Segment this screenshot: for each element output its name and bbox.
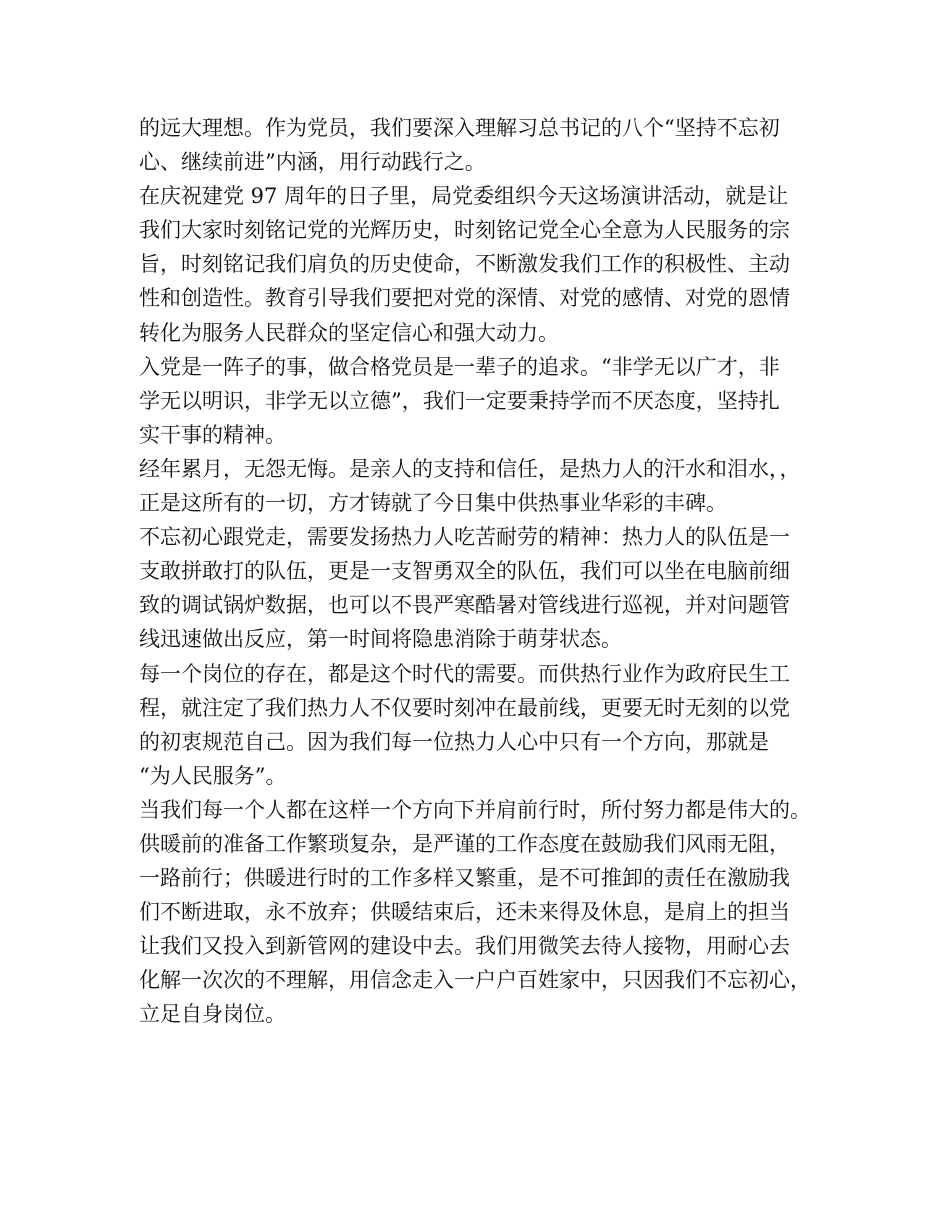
text-line: “为人民服务”。 (139, 763, 287, 788)
text-line: 经年累月，无怨无悔。是亲人的支持和信任，是热力人的汗水和泪水，， (139, 456, 801, 481)
text-line: 一路前行；供暖进行时的工作多样又繁重，是不可推卸的责任在激励我 (139, 866, 790, 891)
text-line: 正是这所有的一切，方才铸就了今日集中供热事业华彩的丰碑。 (139, 491, 727, 516)
text-line: 旨，时刻铭记我们肩负的历史使命，不断激发我们工作的积极性、主动 (139, 252, 790, 277)
text-line: 我们大家时刻铭记党的光辉历史，时刻铭记党全心全意为人民服务的宗 (139, 218, 790, 243)
text-line: 线迅速做出反应，第一时间将隐患消除于萌芽状态。 (139, 627, 622, 652)
text-line: 立足自身岗位。 (139, 1002, 286, 1027)
document-body (139, 111, 839, 1032)
text-line: 的远大理想。作为党员，我们要深入理解习总书记的八个“坚持不忘初 (139, 116, 780, 140)
text-line: 供暖前的准备工作繁琐复杂，是严谨的工作态度在鼓励我们风雨无阻， (139, 831, 790, 856)
text-line: 支敢拼敢打的队伍，更是一支智勇双全的队伍，我们可以坐在电脑前细 (139, 559, 790, 584)
text-line: 每一个岗位的存在，都是这个时代的需要。而供热行业作为政府民生工 (139, 661, 790, 686)
text-line: 当我们每一个人都在这样一个方向下并肩前行时，所付努力都是伟大的。 (139, 797, 811, 822)
text-line: 实干事的精神。 (139, 422, 286, 447)
text-line: 入党是一阵子的事，做合格党员是一辈子的追求。“非学无以广才，非 (139, 354, 780, 379)
text-line: 致的调试锅炉数据，也可以不畏严寒酷暑对管线进行巡视，并对问题管 (139, 593, 790, 618)
text-line: 让我们又投入到新管网的建设中去。我们用微笑去待人接物，用耐心去 (139, 934, 790, 959)
text-line: 心、继续前进”内涵，用行动践行之。 (139, 150, 486, 175)
text-line: 的初衷规范自己。因为我们每一位热力人心中只有一个方向，那就是 (139, 729, 769, 754)
text-line: 在庆祝建党 97 周年的日子里，局党委组织今天这场演讲活动，就是让 (139, 184, 789, 209)
text-line: 化解一次次的不理解，用信念走入一户户百姓家中，只因我们不忘初心， (139, 968, 811, 993)
text-line: 转化为服务人民群众的坚定信心和强大动力。 (139, 320, 559, 345)
text-line: 学无以明识，非学无以立德”，我们一定要秉持学而不厌态度，坚持扎 (139, 388, 780, 413)
text-line: 性和创造性。教育引导我们要把对党的深情、对党的感情、对党的恩情 (139, 286, 790, 311)
text-line: 程，就注定了我们热力人不仅要时刻冲在最前线，更要无时无刻的以党 (139, 695, 790, 720)
text-line: 不忘初心跟党走，需要发扬热力人吃苦耐劳的精神：热力人的队伍是一 (139, 525, 790, 550)
text-line: 们不断进取，永不放弃；供暖结束后，还未来得及休息，是肩上的担当 (139, 900, 790, 925)
